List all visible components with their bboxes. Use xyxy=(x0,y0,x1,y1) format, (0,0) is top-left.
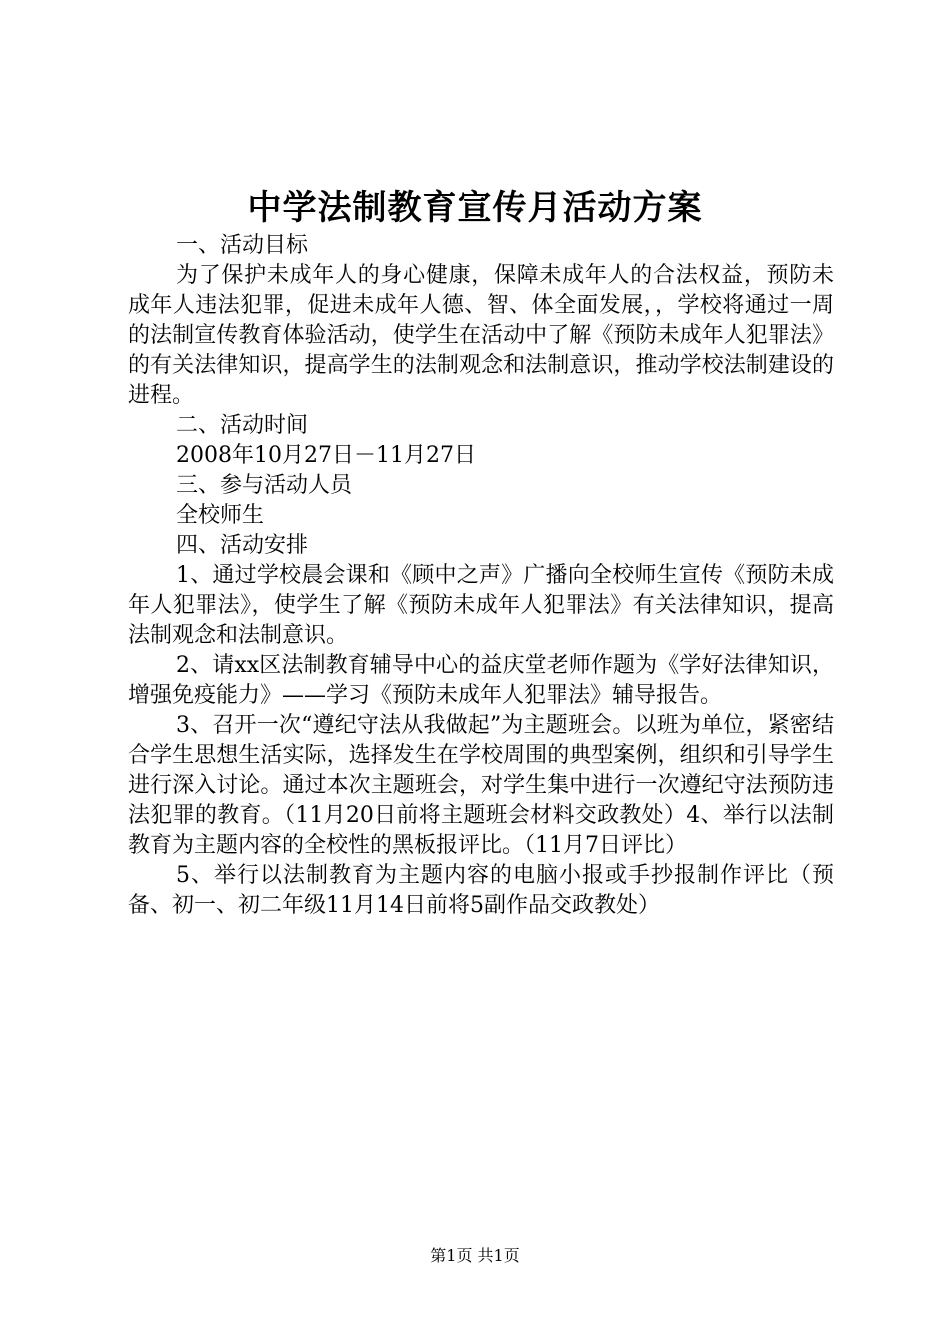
section-heading-arrangement: 四、活动安排 xyxy=(176,533,309,558)
section-heading-participants: 三、参与活动人员 xyxy=(176,473,353,498)
paragraph-participants: 全校师生 xyxy=(176,503,265,528)
section-heading-time: 二、活动时间 xyxy=(176,413,309,438)
arrangement-item-3: 3、召开一次“遵纪守法从我做起”为主题班会。以班为单位，紧密结合学生思想生活实际，选择发生在学校周围的典型案例，组织和引导学生进行深入讨论。通过本次主题班会，对学生集中进行一次遵纪守法预防违法犯罪的教育。（11月20日前将主题班会材料交政教处）4、举行以法制教育为主题内容的全校性的黑板报评比。（11月7日评比） xyxy=(128,713,834,858)
document-body xyxy=(128,231,834,921)
arrangement-item-5: 5、举行以法制教育为主题内容的电脑小报或手抄报制作评比（预备、初一、初二年级11月14日前将5副作品交政教处） xyxy=(128,863,834,918)
paragraph-goal: 为了保护未成年人的身心健康，保障未成年人的合法权益，预防未成年人违法犯罪，促进未成年人德、智、体全面发展，，学校将通过一周的法制宣传教育体验活动，使学生在活动中了解《预防未成年人犯罪法》的有关法律知识，提高学生的法制观念和法制意识，推动学校法制建设的进程。 xyxy=(128,263,834,408)
section-heading-goal: 一、活动目标 xyxy=(176,233,309,258)
arrangement-item-2: 2、请xx区法制教育辅导中心的益庆堂老师作题为《学好法律知识，增强免疫能力》——学习《预防未成年人犯罪法》辅导报告。 xyxy=(128,653,834,708)
arrangement-item-1: 1、通过学校晨会课和《顾中之声》广播向全校师生宣传《预防未成年人犯罪法》，使学生了解《预防未成年人犯罪法》有关法律知识，提高法制观念和法制意识。 xyxy=(128,563,834,648)
paragraph-time: 2008年10月27日－11月27日 xyxy=(176,443,476,468)
document-title: 中学法制教育宣传月活动方案 xyxy=(247,188,703,228)
page-footer: 第1页 共1页 xyxy=(430,1246,520,1265)
